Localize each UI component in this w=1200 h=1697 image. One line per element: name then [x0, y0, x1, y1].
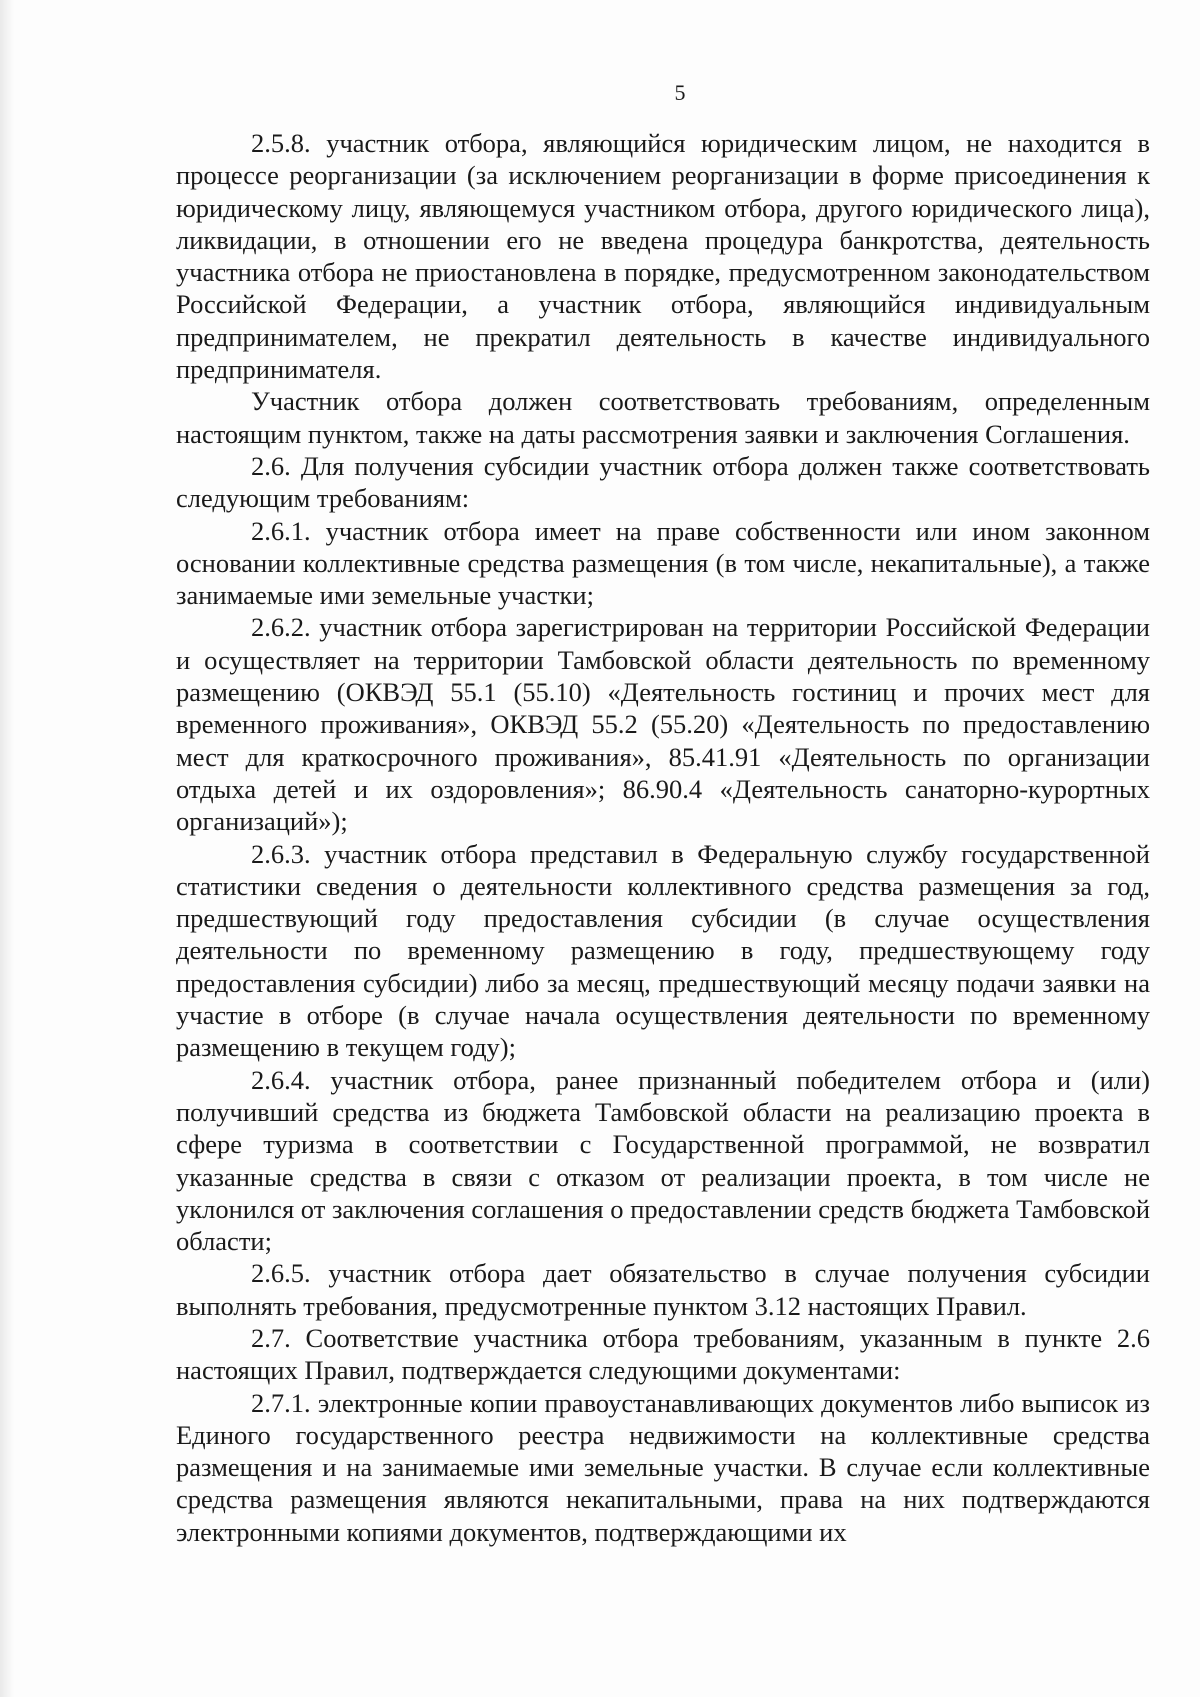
paragraph-2-5-8: 2.5.8. участник отбора, являющийся юридическим лицом, не находится в процессе реорганизации (за исключением реорганизации в форме присоединения к юридическому лицу, являющемуся участником отбора, другого юридического лица), ликвидации, в отношении его не введена процедура банкротства, деятельность участника отбора не приостановлена в порядке, предусмотренном законодательством Российской Федерации, а участник отбора, являющийся индивидуальным предпринимателем, не прекратил деятельность в качестве индивидуального предпринимателя.: [176, 128, 1150, 385]
paragraph-2-7: 2.7. Соответствие участника отбора требованиям, указанным в пункте 2.6 настоящих Правил, подтверждается следующими документами:: [176, 1322, 1150, 1386]
paragraph-2-7-1: 2.7.1. электронные копии правоустанавливающих документов либо выписок из Единого государственного реестра недвижимости на коллективные средства размещения и на занимаемые ими земельные участки. В случае если коллективные средства размещения являются некапитальными, права на них подтверждаются электронными копиями документов, подтверждающими их: [176, 1387, 1150, 1547]
scan-edge-shadow: [0, 0, 14, 1697]
paragraph-2-6: 2.6. Для получения субсидии участник отбора должен также соответствовать следующим требованиям:: [176, 450, 1150, 514]
page-number: 5: [674, 80, 686, 105]
paragraph-2-6-2: 2.6.2. участник отбора зарегистрирован на территории Российской Федерации и осуществляет на территории Тамбовской области деятельность по временному размещению (ОКВЭД 55.1 (55.10) «Деятельность гостиниц и прочих мест для временного проживания», ОКВЭД 55.2 (55.20) «Деятельность по предоставлению мест для краткосрочного проживания», 85.41.91 «Деятельность по организации отдыха детей и их оздоровления»; 86.90.4 «Деятельность санаторно-курортных организаций»);: [176, 612, 1150, 837]
paragraph-2-6-5: 2.6.5. участник отбора дает обязательство в случае получения субсидии выполнять требования, предусмотренные пунктом 3.12 настоящих Правил.: [176, 1258, 1150, 1321]
paragraph-2-6-3: 2.6.3. участник отбора представил в Федеральную службу государственной статистики сведения о деятельности коллективного средства размещения за год, предшествующий году предоставления субсидии (в случае осуществления деятельности по временному размещению в году, предшествующему году предоставления субсидии) либо за месяц, предшествующий месяцу подачи заявки на участие в отборе (в случае начала осуществления деятельности по временному размещению в текущем году);: [176, 838, 1150, 1063]
paragraph-requirements-dates: Участник отбора должен соответствовать требованиям, определенным настоящим пунктом, также на даты рассмотрения заявки и заключения Соглашения.: [176, 386, 1150, 449]
document-body: [176, 127, 1150, 1548]
paragraph-2-6-4: 2.6.4. участник отбора, ранее признанный победителем отбора и (или) получивший средства из бюджета Тамбовской области на реализацию проекта в сфере туризма в соответствии с Государственной программой, не возвратил указанные средства в связи с отказом от реализации проекта, в том числе не уклонился от заключения соглашения о предоставлении средств бюджета Тамбовской области;: [176, 1064, 1150, 1257]
paragraph-2-6-1: 2.6.1. участник отбора имеет на праве собственности или ином законном основании коллективные средства размещения (в том числе, некапитальные), а также занимаемые ими земельные участки;: [176, 515, 1150, 611]
